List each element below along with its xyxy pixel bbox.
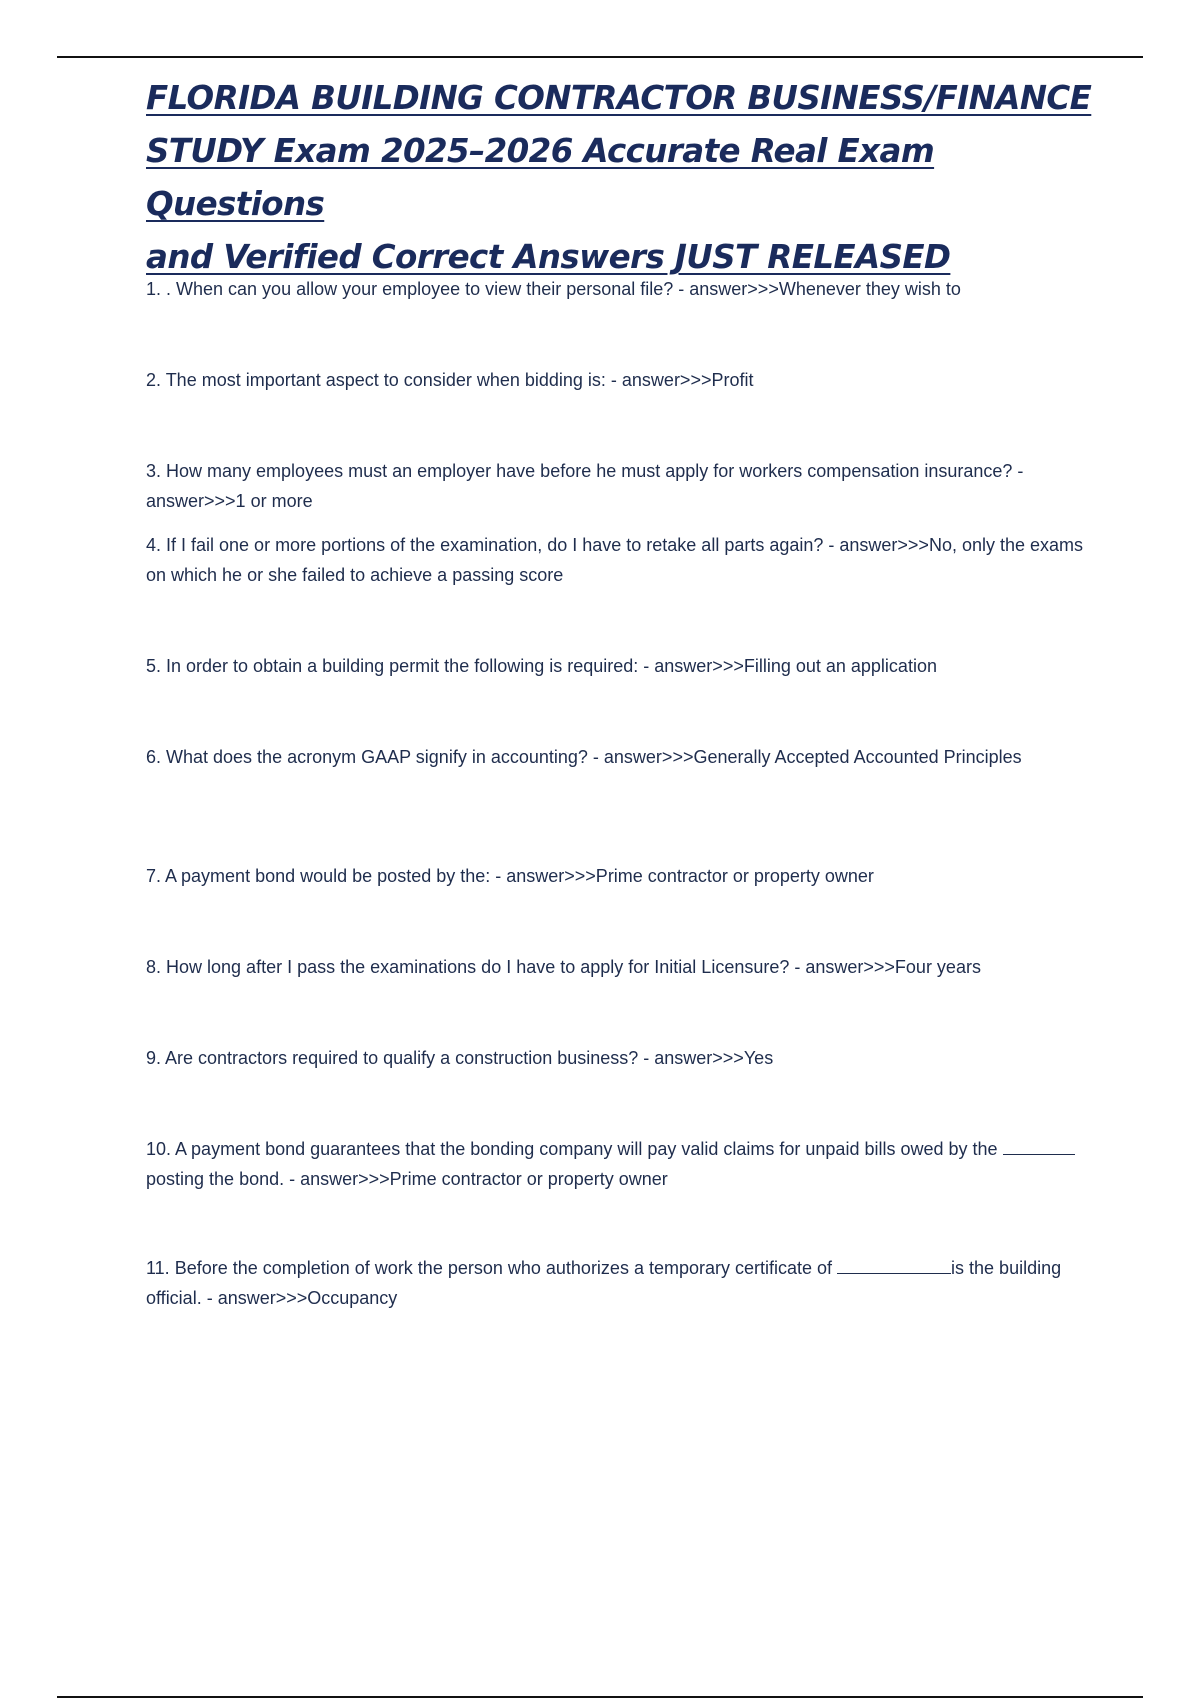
fill-in-blank bbox=[837, 1256, 951, 1274]
question-7: 7. A payment bond would be posted by the: - answer>>>Prime contractor or property owner bbox=[146, 866, 874, 886]
document-title bbox=[146, 72, 1106, 284]
title-line-3: and Verified Correct Answers JUST RELEASED bbox=[146, 238, 951, 276]
question-11-text-after: is the building official. - answer>>>Occupancy bbox=[146, 1258, 1062, 1308]
question-4: 4. If I fail one or more portions of the examination, do I have to retake all parts again? - answer>>>No, only the exams on which he or she failed to achieve a passing score bbox=[146, 535, 1084, 585]
top-rule bbox=[57, 56, 1143, 58]
question-10-text-after: posting the bond. - answer>>>Prime contractor or property owner bbox=[146, 1169, 668, 1189]
question-10-text-before: 10. A payment bond guarantees that the bonding company will pay valid claims for unpaid bills owed by the bbox=[146, 1139, 1003, 1159]
bottom-rule bbox=[57, 1696, 1143, 1698]
question-6: 6. What does the acronym GAAP signify in accounting? - answer>>>Generally Accepted Accounted Principles bbox=[146, 747, 1022, 767]
question-5: 5. In order to obtain a building permit the following is required: - answer>>>Filling out an application bbox=[146, 656, 937, 676]
question-3: 3. How many employees must an employer have before he must apply for workers compensation insurance? - answer>>>1 or more bbox=[146, 461, 1024, 511]
question-2: 2. The most important aspect to consider when bidding is: - answer>>>Profit bbox=[146, 370, 754, 390]
question-10 bbox=[146, 1134, 1086, 1194]
fill-in-blank bbox=[1003, 1137, 1075, 1155]
question-11 bbox=[146, 1253, 1086, 1313]
question-1: 1. . When can you allow your employee to view their personal file? - answer>>>Whenever they wish to bbox=[146, 279, 961, 299]
question-9: 9. Are contractors required to qualify a construction business? - answer>>>Yes bbox=[146, 1048, 774, 1068]
question-11-text-before: 11. Before the completion of work the person who authorizes a temporary certificate of bbox=[146, 1258, 838, 1278]
title-line-2: STUDY Exam 2025–2026 Accurate Real Exam Questions bbox=[146, 132, 935, 223]
title-line-1: FLORIDA BUILDING CONTRACTOR BUSINESS/FINANCE bbox=[146, 79, 1092, 117]
question-8: 8. How long after I pass the examinations do I have to apply for Initial Licensure? - answer>>>Four years bbox=[146, 957, 981, 977]
